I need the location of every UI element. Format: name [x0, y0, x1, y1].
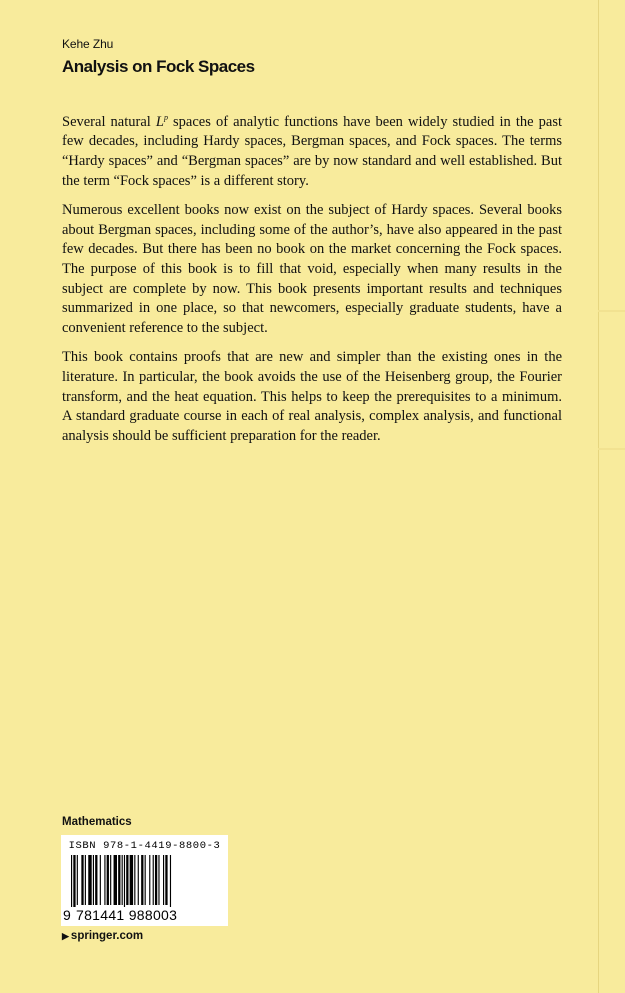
blurb-text [62, 108, 562, 456]
math-L: L [155, 113, 164, 130]
isbn-barcode [61, 835, 228, 926]
spine-divider [598, 448, 625, 450]
barcode-bars [67, 855, 223, 907]
blurb-paragraph: This book contains proofs that are new and simpler than the existing ones in the literature. In particular, the book avoids the use of the Heisenberg group, the Fourier transform, and the heat equation. This helps to keep the prerequisites to a minimum. A standard graduate course in each of real analysis, complex analysis, and functional analysis should be sufficient preparation for the reader. [62, 349, 562, 444]
book-title: Analysis on Fock Spaces [62, 57, 255, 76]
blurb-p1-suffix: spaces of analytic functions have been widely studied in the past few decades, including Hardy spaces, Bergman spaces, and Fock spaces. The terms “Hardy spaces” and “Bergman spaces” are by now standard and well established. But the term “Fock spaces” is a different story. [62, 113, 562, 189]
isbn-label: ISBN 978-1-4419-8800-3 [68, 840, 221, 852]
publisher-url: springer.com [70, 930, 144, 942]
barcode-number: 781441 988003 [76, 907, 178, 923]
barcode-first-digit: 9 [63, 907, 71, 923]
subject-category: Mathematics [62, 816, 132, 828]
blurb-paragraph: Numerous excellent books now exist on the subject of Hardy spaces. Several books about Bergman spaces, including some of the author’s, have also appeared in the past few decades. But there has been no book on the market concerning the Fock spaces. The purpose of this book is to fill that void, especially when many results in the subject are complete by now. This book presents important results and techniques summarized in one place, so that newcomers, especially graduate students, have a convenient reference to the subject. [62, 202, 562, 336]
spine-divider [598, 310, 625, 312]
arrow-right-icon: ▶ [62, 931, 69, 941]
author-name: Kehe Zhu [62, 37, 114, 51]
blurb-paragraph [62, 108, 562, 191]
publisher-link[interactable] [62, 930, 143, 942]
blurb-p1-prefix: Several natural [62, 113, 156, 130]
spine-edge [598, 0, 599, 993]
math-p: p [163, 113, 168, 122]
